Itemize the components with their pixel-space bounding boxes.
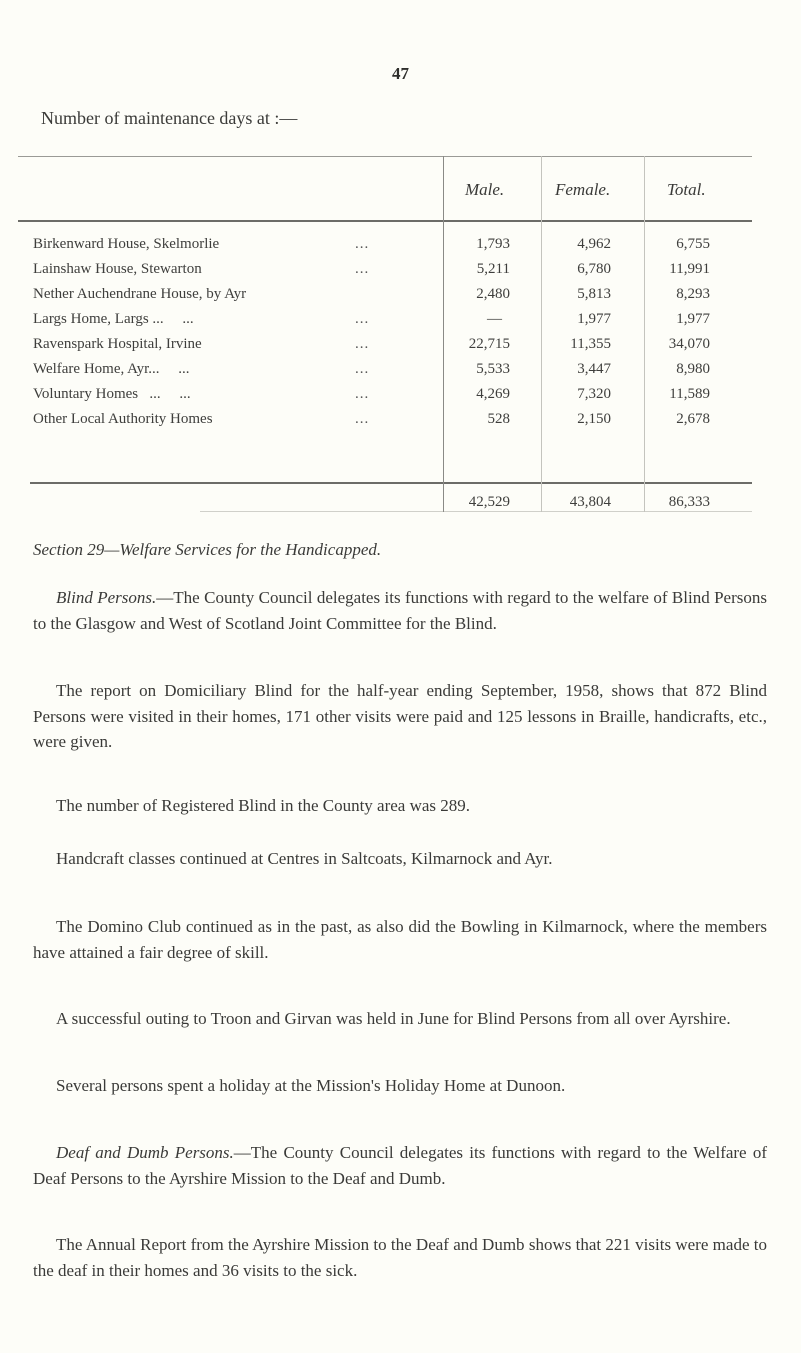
leader-dots: ... [355,311,370,327]
cell-total: 6,755 [676,236,710,252]
paragraph-domiciliary: The report on Domiciliary Blind for the half-year ending September, 1958, shows that 872 Blind Persons were visited in their homes, 171 other visits were paid and 125 lessons in Braille, handicrafts, etc., were given. [33,681,767,751]
header-female: Female. [555,180,611,199]
header-total: Total. [667,180,706,199]
deaf-persons-text: —The County Council delegates its functions with regard to the Welfare of Deaf Persons to the Ayrshire Mission to the Deaf and Dumb. [33,1143,767,1188]
paragraph-deaf-persons [33,1140,767,1191]
cell-male: 5,533 [476,361,510,377]
cell-female: 6,780 [577,261,611,277]
row-label: Other Local Authority Homes [33,411,213,427]
table-row [0,236,801,254]
total-total: 86,333 [668,494,710,510]
table-top-rule-right [486,156,752,157]
table-row [0,386,801,404]
row-label: Welfare Home, Ayr... ... [33,361,190,377]
column-divider-female [644,156,645,512]
deaf-persons-lead: Deaf and Dumb Persons. [56,1143,234,1162]
row-label: Nether Auchendrane House, by Ayr [33,286,247,302]
table-top-rule [18,156,486,157]
column-divider-male [541,156,542,512]
row-label: Lainshaw House, Stewarton [33,261,202,277]
cell-male: — [487,311,502,327]
cell-total: 11,589 [669,386,710,402]
total-male: 42,529 [468,494,510,510]
cell-male: 22,715 [468,336,510,352]
cell-total: 34,070 [668,336,710,352]
blind-persons-lead: Blind Persons. [56,588,157,607]
table-row [0,311,801,329]
total-female: 43,804 [569,494,611,510]
paragraph-annual-report: The Annual Report from the Ayrshire Mission to the Deaf and Dumb shows that 221 visits were made to the deaf in their homes and 36 visits to the sick. [33,1235,767,1280]
row-label: Birkenward House, Skelmorlie [33,236,220,252]
blind-persons-text: —The County Council delegates its functions with regard to the welfare of Blind Persons to the Glasgow and West of Scotland Joint Committee for the Blind. [33,588,768,633]
cell-male: 4,269 [476,386,510,402]
cell-female: 7,320 [577,386,611,402]
table-row [0,361,801,379]
page-number: 47 [392,64,409,83]
paragraph-registered: The number of Registered Blind in the County area was 289. [56,796,471,815]
section-title: Section 29—Welfare Services for the Handicapped. [33,540,382,559]
leader-dots: ... [355,361,370,377]
row-label: Largs Home, Largs ... ... [33,311,194,327]
header-male: Male. [465,180,505,199]
cell-female: 4,962 [577,236,611,252]
cell-total: 8,980 [676,361,710,377]
row-label: Ravenspark Hospital, Irvine [33,336,202,352]
cell-total: 1,977 [676,311,710,327]
paragraph-outing: A successful outing to Troon and Girvan was held in June for Blind Persons from all over Ayrshire. [56,1009,731,1028]
cell-total: 8,293 [676,286,710,302]
cell-male: 528 [487,411,510,427]
leader-dots: ... [355,336,370,352]
table-row [0,286,801,304]
totals-row [0,494,801,512]
row-label: Voluntary Homes ... ... [33,386,191,402]
leader-dots: ... [355,386,370,402]
cell-female: 11,355 [570,336,611,352]
cell-total: 2,678 [676,411,710,427]
paragraph-blind-persons [33,585,767,636]
leader-dots: ... [355,236,370,252]
cell-male: 1,793 [476,236,510,252]
table-row [0,336,801,354]
header-bottom-rule [18,220,752,222]
paragraph-holiday: Several persons spent a holiday at the Mission's Holiday Home at Dunoon. [56,1076,566,1095]
cell-male: 2,480 [476,286,510,302]
table-intro: Number of maintenance days at :— [41,108,298,128]
cell-female: 5,813 [577,286,611,302]
cell-female: 3,447 [577,361,611,377]
table-row [0,411,801,429]
leader-dots: ... [355,261,370,277]
column-divider-label [443,156,444,512]
leader-dots: ... [355,411,370,427]
cell-female: 2,150 [577,411,611,427]
cell-female: 1,977 [577,311,611,327]
paragraph-domino: The Domino Club continued as in the past, as also did the Bowling in Kilmarnock, where the members have attained a fair degree of skill. [33,917,767,962]
table-row [0,261,801,279]
paragraph-handcraft: Handcraft classes continued at Centres in Saltcoats, Kilmarnock and Ayr. [56,849,553,868]
cell-male: 5,211 [476,261,510,277]
cell-total: 11,991 [669,261,710,277]
